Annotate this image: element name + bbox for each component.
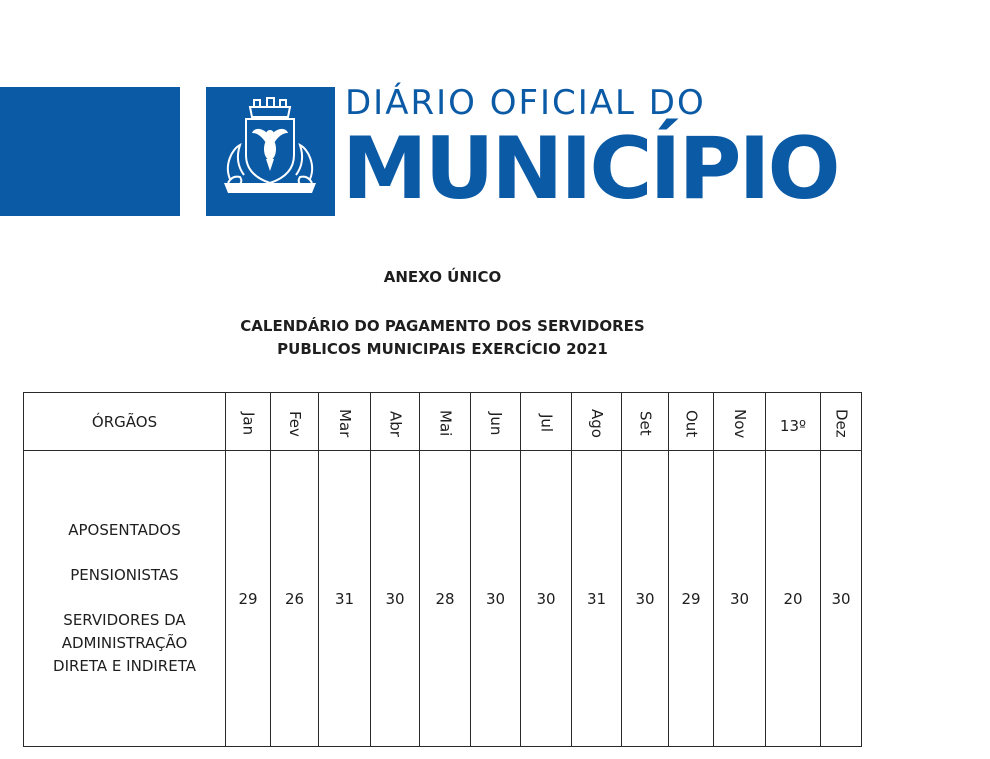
coat-of-arms-icon [206, 87, 335, 216]
month-header [226, 393, 271, 451]
org-aposentados: APOSENTADOS [68, 521, 181, 539]
payment-day-cell: 29 [226, 451, 271, 747]
payment-day-cell: 30 [371, 451, 420, 747]
header-title-line2: MUNICÍPIO [342, 119, 838, 219]
org-pensionistas: PENSIONISTAS [70, 566, 179, 584]
month-header [371, 393, 420, 451]
month-header [271, 393, 319, 451]
month-label: Jul [537, 414, 556, 433]
month-header [319, 393, 371, 451]
payment-day-cell: 26 [271, 451, 319, 747]
month-label: Dez [832, 409, 851, 438]
payment-day-cell: 29 [669, 451, 714, 747]
month-label: Mar [336, 409, 354, 438]
table-header-row [24, 393, 862, 451]
calendar-title-line1: CALENDÁRIO DO PAGAMENTO DOS SERVIDORES [240, 317, 645, 335]
month-header [420, 393, 471, 451]
org-servidores-line3: DIRETA E INDIRETA [53, 657, 196, 675]
payment-day-cell: 31 [319, 451, 371, 747]
month-header [471, 393, 521, 451]
month-label: Jun [487, 411, 505, 436]
month-label: Ago [588, 409, 606, 438]
month-label: Nov [731, 408, 749, 439]
month-header [622, 393, 669, 451]
org-servidores-line2: ADMINISTRAÇÃO [61, 634, 188, 652]
calendar-title-line2: PUBLICOS MUNICIPAIS EXERCÍCIO 2021 [277, 340, 608, 358]
payment-day-cell: 30 [622, 451, 669, 747]
payment-day-cell: 30 [521, 451, 572, 747]
municipal-emblem [206, 87, 335, 216]
month-label: Jan [239, 411, 258, 436]
org-list-cell [24, 451, 226, 747]
payment-day-cell: 28 [420, 451, 471, 747]
payment-day-cell: 30 [714, 451, 766, 747]
payment-calendar-table [23, 392, 862, 747]
payment-day-cell: 31 [572, 451, 622, 747]
org-header: ÓRGÃOS [24, 393, 226, 451]
month-label: Fev [286, 410, 304, 437]
month-label: Abr [386, 410, 405, 437]
org-servidores-line1: SERVIDORES DA [63, 611, 186, 629]
payment-day-cell: 30 [821, 451, 862, 747]
month-header [714, 393, 766, 451]
header-decorative-bar [0, 87, 180, 216]
month-label: Mai [436, 410, 455, 437]
month-header [521, 393, 572, 451]
table-row [24, 451, 862, 747]
payment-day-cell: 30 [471, 451, 521, 747]
payment-day-cell: 20 [766, 451, 821, 747]
month-header [572, 393, 622, 451]
annex-title: ANEXO ÚNICO [383, 268, 502, 286]
month-header [766, 393, 821, 451]
header-title-line1: DIÁRIO OFICIAL DO [345, 83, 706, 123]
month-header [669, 393, 714, 451]
month-header [821, 393, 862, 451]
month-label: Out [682, 409, 701, 438]
month-label: 13º [779, 416, 807, 435]
month-label: Set [636, 411, 655, 436]
